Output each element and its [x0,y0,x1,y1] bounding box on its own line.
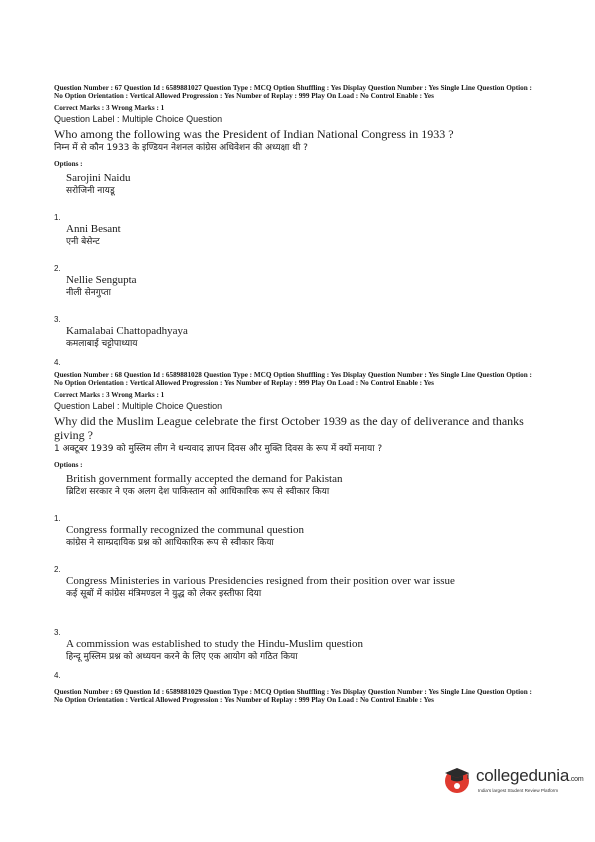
option-text-hindi: कई सूबों में कांग्रेस मंत्रिमण्डल ने युद्ध को लेकर इस्तीफा दिया [66,588,262,599]
option-number: 4. [54,670,61,680]
option-2 [54,524,540,572]
option-text-english: Congress formally recognized the communal question [66,523,304,536]
option-4 [54,638,540,678]
question-67 [54,84,540,365]
question-68 [54,371,540,678]
option-text-hindi: हिन्दू मुस्लिम प्रश्न को अध्ययन करने के लिए एक आयोग को गठित किया [66,651,298,662]
question-text-english: Why did the Muslim League celebrate the first October 1939 as the day of deliverance and thanks giving ? [54,413,524,442]
option-number: 2. [54,564,61,574]
option-2 [54,223,540,271]
option-text-hindi: कांग्रेस ने साम्प्रदायिक प्रश्न को आधिकारिक रूप से स्वीकार किया [66,537,274,548]
option-text-english: British government formally accepted the demand for Pakistan [66,472,343,485]
question-meta: Question Number : 69 Question Id : 6589881029 Question Type : MCQ Option Shuffling : Yes Display Question Number : Yes Single Line Question Option : No Option Orientation : Vertical Allowed Progression : Yes Number of Replay : 999 Play On Load : No Control Enable : Yes [54,687,532,705]
option-4 [54,325,540,365]
options-heading: Options : [54,159,83,168]
option-number: 2. [54,263,61,273]
logo-wordmark [476,766,583,786]
question-label: Question Label : Multiple Choice Question [54,113,223,124]
logo-name: collegedunia [476,766,570,785]
collegedunia-logo [442,762,584,802]
logo-suffix: .com [569,776,584,783]
option-text-english: Anni Besant [66,222,121,235]
question-meta: Question Number : 68 Question Id : 6589881028 Question Type : MCQ Option Shuffling : Yes Display Question Number : Yes Single Line Question Option : No Option Orientation : Vertical Allowed Progression : Yes Number of Replay : 999 Play On Load : No Control Enable : Yes [54,370,532,388]
question-paper-page [54,84,540,704]
question-marks: Correct Marks : 3 Wrong Marks : 1 [54,103,165,112]
option-text-hindi: एनी बेसेन्ट [66,236,100,247]
option-text-hindi: सरोजिनी नायडू [66,185,115,196]
option-text-english: A commission was established to study the Hindu-Muslim question [66,637,363,650]
option-3 [54,274,540,322]
option-number: 4. [54,357,61,367]
question-label: Question Label : Multiple Choice Question [54,400,223,411]
option-number: 1. [54,513,61,523]
option-text-hindi: ब्रिटिश सरकार ने एक अलग देश पाकिस्तान को आधिकारिक रूप से स्वीकार किया [66,486,330,497]
option-3 [54,575,540,635]
graduation-cap-icon [442,764,472,794]
option-text-hindi: कमलाबाई चट्टोपाध्याय [66,338,138,349]
question-marks: Correct Marks : 3 Wrong Marks : 1 [54,390,165,399]
option-number: 3. [54,314,61,324]
option-number: 1. [54,212,61,222]
question-text-hindi: 1 अक्टूबर 1939 को मुस्लिम लीग ने धन्यवाद ज्ञापन दिवस और मुक्ति दिवस के रूप में क्यों मनाया ? [54,443,383,454]
question-69 [54,688,540,705]
options-heading: Options : [54,460,83,469]
option-text-english: Sarojini Naidu [66,171,131,184]
option-text-english: Nellie Sengupta [66,273,137,286]
option-number: 3. [54,627,61,637]
option-text-english: Kamalabai Chattopadhyaya [66,324,188,337]
question-text-hindi: निम्न में से कौन 1933 के इण्डियन नेशनल कांग्रेस अधिवेशन की अध्यक्षा थी ? [54,142,308,153]
question-text-english: Who among the following was the President of Indian National Congress in 1933 ? [54,126,454,141]
question-meta: Question Number : 67 Question Id : 6589881027 Question Type : MCQ Option Shuffling : Yes Display Question Number : Yes Single Line Question Option : No Option Orientation : Vertical Allowed Progression : Yes Number of Replay : 999 Play On Load : No Control Enable : Yes [54,84,532,101]
option-text-english: Congress Ministeries in various Presidencies resigned from their position over war issue [66,574,455,587]
option-text-hindi: नीली सेनगुप्ता [66,287,111,298]
option-1 [54,473,540,521]
option-1 [54,172,540,220]
logo-tagline: India's largest Student Review Platform [478,788,559,793]
